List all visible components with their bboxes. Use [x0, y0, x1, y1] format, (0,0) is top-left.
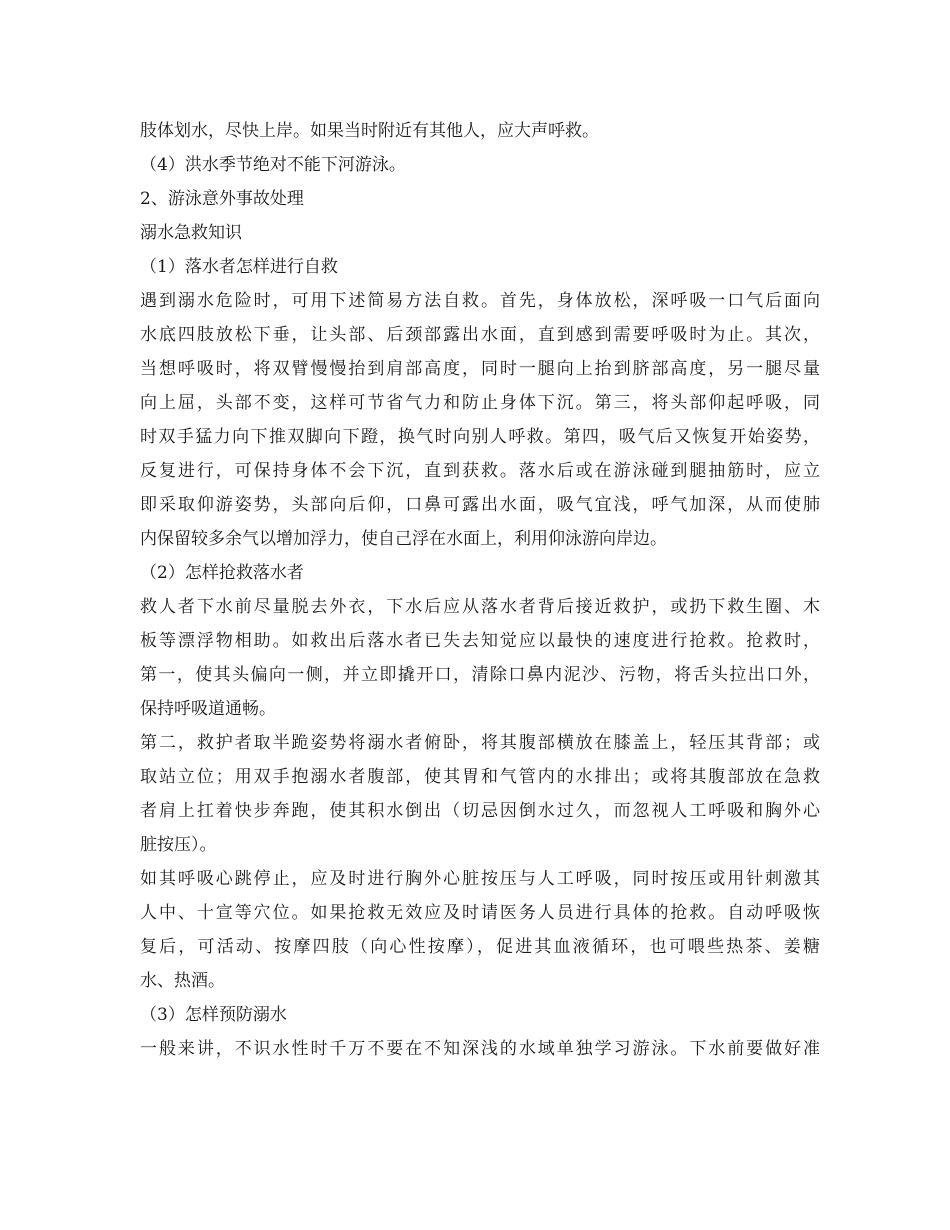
text-line: 肢体划水，尽快上岸。如果当时附近有其他人，应大声呼救。 — [140, 121, 599, 141]
text-line: 2、游泳意外事故处理 — [140, 189, 304, 209]
document-body — [140, 114, 820, 1066]
text-line: 当想呼吸时，将双臂慢慢抬到肩部高度，同时一腿向上抬到脐部高度，另一腿尽量 — [140, 359, 820, 379]
text-line: （1）落水者怎样进行自救 — [140, 257, 338, 277]
text-line: 向上屈，头部不变，这样可节省气力和防止身体下沉。第三，将头部仰起呼吸，同 — [140, 393, 820, 413]
text-line: 取站立位；用双手抱溺水者腹部，使其胃和气管内的水排出；或将其腹部放在急救 — [140, 767, 820, 787]
text-line: 反复进行，可保持身体不会下沉，直到获救。落水后或在游泳碰到腿抽筋时，应立 — [140, 461, 820, 481]
text-line: （4）洪水季节绝对不能下河游泳。 — [140, 155, 406, 175]
text-line: 时双手猛力向下推双脚向下蹬，换气时向别人呼救。第四，吸气后又恢复开始姿势， — [140, 427, 820, 447]
text-line: 水底四肢放松下垂，让头部、后颈部露出水面，直到感到需要呼吸时为止。其次， — [140, 325, 820, 345]
text-line: （2）怎样抢救落水者 — [140, 563, 304, 583]
text-line: 保持呼吸道通畅。 — [140, 699, 276, 719]
text-line: 如其呼吸心跳停止，应及时进行胸外心脏按压与人工呼吸，同时按压或用针刺激其 — [140, 869, 820, 889]
text-line: 第一，使其头偏向一侧，并立即撬开口，清除口鼻内泥沙、污物，将舌头拉出口外， — [140, 665, 820, 685]
text-line: 一般来讲，不识水性时千万不要在不知深浅的水域单独学习游泳。下水前要做好准 — [140, 1039, 820, 1059]
text-line: 复后，可活动、按摩四肢（向心性按摩），促进其血液循环，也可喂些热茶、姜糖 — [140, 937, 820, 957]
text-line: 水、热酒。 — [140, 971, 225, 991]
text-line: （3）怎样预防溺水 — [140, 1005, 287, 1025]
text-line: 脏按压）。 — [140, 835, 217, 855]
text-line: 人中、十宣等穴位。如果抢救无效应及时请医务人员进行具体的抢救。自动呼吸恢 — [140, 903, 820, 923]
text-line: 者肩上扛着快步奔跑，使其积水倒出（切忌因倒水过久，而忽视人工呼吸和胸外心 — [140, 801, 820, 821]
text-line: 内保留较多余气以增加浮力，使自己浮在水面上，利用仰泳游向岸边。 — [140, 529, 667, 549]
text-line: 即采取仰游姿势，头部向后仰，口鼻可露出水面，吸气宜浅，呼气加深，从而使肺 — [140, 495, 820, 515]
text-line: 板等漂浮物相助。如救出后落水者已失去知觉应以最快的速度进行抢救。抢救时， — [140, 631, 820, 651]
text-line: 遇到溺水危险时，可用下述简易方法自救。首先，身体放松，深呼吸一口气后面向 — [140, 291, 820, 311]
text-line: 溺水急救知识 — [140, 223, 242, 243]
text-line: 第二，救护者取半跪姿势将溺水者俯卧，将其腹部横放在膝盖上，轻压其背部；或 — [140, 733, 820, 753]
text-line: 救人者下水前尽量脱去外衣，下水后应从落水者背后接近救护，或扔下救生圈、木 — [140, 597, 820, 617]
